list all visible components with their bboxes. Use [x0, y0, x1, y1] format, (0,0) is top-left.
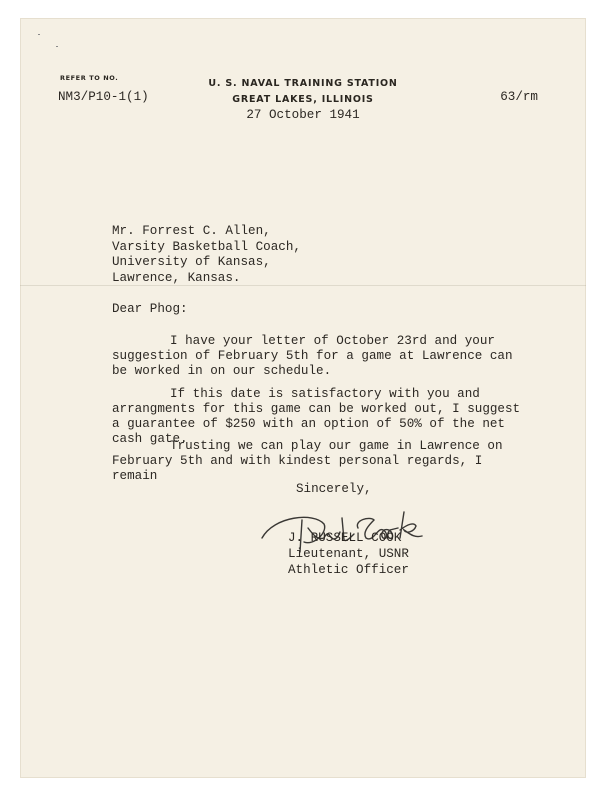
letterhead-location: GREAT LAKES, ILLINOIS: [232, 94, 374, 105]
signer-block: [288, 530, 409, 578]
paragraph-text: Trusting we can play our game in Lawrence on February 5th and with kindest personal regards, I remain: [112, 439, 503, 483]
closing: Sincerely,: [296, 482, 372, 496]
address-line: Lawrence, Kansas.: [112, 270, 241, 285]
body-paragraph: [112, 387, 532, 447]
signer-name: J. RUSSELL COOK: [288, 531, 402, 545]
body-paragraph: [112, 439, 532, 484]
file-code: 63/rm: [500, 90, 538, 104]
reference-number: NM3/P10-1(1): [58, 90, 149, 104]
paragraph-text: I have your letter of October 23rd and your suggestion of February 5th for a game at Lawrence can be worked in on our schedule.: [112, 334, 513, 378]
paper-speck: [38, 34, 40, 35]
address-line: University of Kansas,: [112, 255, 271, 269]
refer-label: REFER TO NO.: [60, 74, 119, 82]
recipient-address: [112, 224, 301, 286]
salutation: Dear Phog:: [112, 302, 188, 316]
letterhead-organization: U. S. NAVAL TRAINING STATION: [208, 78, 398, 89]
address-line: Mr. Forrest C. Allen,: [112, 224, 271, 238]
signer-title: Athletic Officer: [288, 563, 409, 577]
letter-date: 27 October 1941: [246, 108, 360, 122]
signer-rank: Lieutenant, USNR: [288, 547, 409, 561]
address-line: Varsity Basketball Coach,: [112, 239, 301, 254]
letter-page: [20, 18, 586, 778]
paper-speck: [56, 46, 58, 47]
body-paragraph: [112, 334, 532, 379]
paragraph-text: If this date is satisfactory with you and arrangments for this game can be worked out, I suggest a guarantee of $250 with an option of 50% of the net cash gate.: [112, 387, 521, 446]
fold-line: [20, 285, 586, 286]
